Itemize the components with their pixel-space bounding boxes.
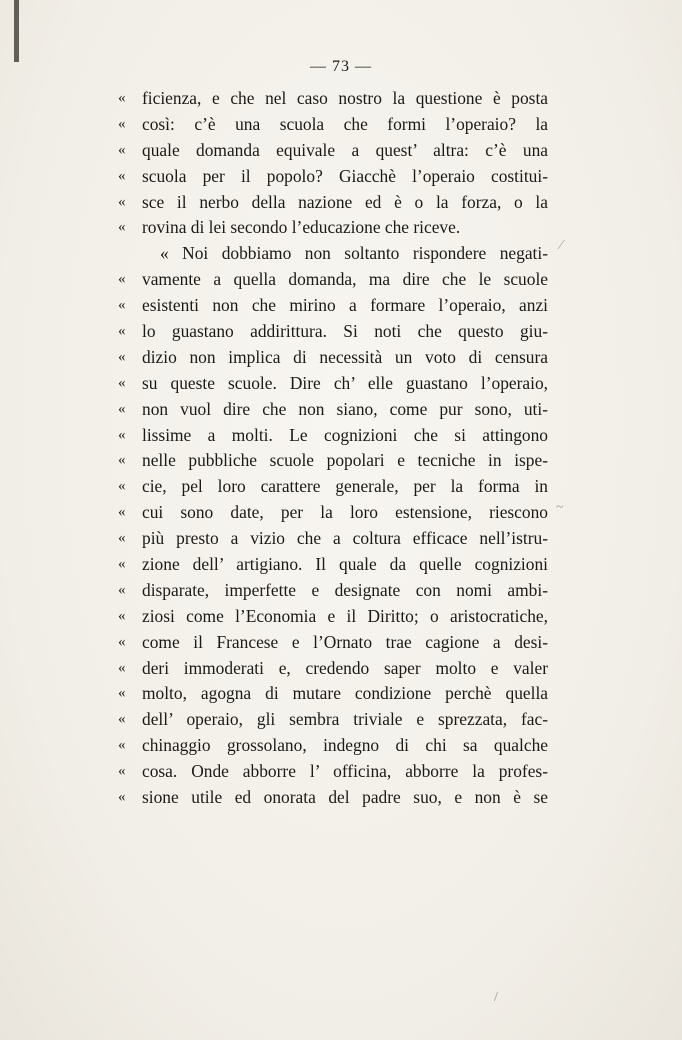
line-text: lo guastano addirittura. Si noti che questo giu- <box>142 321 548 342</box>
quote-mark: « <box>118 711 126 728</box>
line-text: dell’ operaio, gli sembra triviale e sprezzata, fac- <box>142 709 548 730</box>
quote-mark: « <box>118 297 126 314</box>
pencil-mark: ~ <box>556 500 564 515</box>
text-line <box>118 759 548 785</box>
line-text: più presto a vizio che a coltura efficace nell’istru- <box>142 528 548 549</box>
text-line <box>118 681 548 707</box>
text-line <box>118 293 548 319</box>
line-text: chinaggio grossolano, indegno di chi sa qualche <box>142 735 548 756</box>
quote-mark: « <box>118 452 126 469</box>
quote-mark: « <box>118 659 126 676</box>
line-text: zione dell’ artigiano. Il quale da quelle cognizioni <box>142 554 548 575</box>
quote-mark: « <box>118 607 126 624</box>
text-line <box>118 241 548 267</box>
text-line <box>118 656 548 682</box>
text-line <box>118 319 548 345</box>
quote-mark: « <box>118 685 126 702</box>
quote-mark: « <box>118 763 126 780</box>
quote-mark: « <box>118 478 126 495</box>
line-text: vamente a quella domanda, ma dire che le scuole <box>142 269 548 290</box>
quote-mark: « <box>118 530 126 547</box>
body-text <box>118 86 548 811</box>
pencil-mark: / <box>494 990 498 1005</box>
quote-mark: « <box>118 400 126 417</box>
line-text: quale domanda equivale a quest’ altra: c’è una <box>142 139 548 160</box>
quote-mark: « <box>118 789 126 806</box>
text-line <box>118 371 548 397</box>
line-text: « Noi dobbiamo non soltanto rispondere negati- <box>160 243 548 264</box>
line-text: disparate, imperfette e designate con nomi ambi- <box>142 579 548 600</box>
line-text: scuola per il popolo? Giacchè l’operaio costitui- <box>142 165 548 186</box>
text-line <box>118 164 548 190</box>
line-text: molto, agogna di mutare condizione perchè quella <box>142 683 548 704</box>
quote-mark: « <box>118 737 126 754</box>
line-text: ziosi come l’Economia e il Diritto; o aristocratiche, <box>142 605 548 626</box>
quote-mark: « <box>118 271 126 288</box>
line-text: ficienza, e che nel caso nostro la questione è posta <box>142 88 548 108</box>
line-text: cosa. Onde abborre l’ officina, abborre la profes- <box>142 761 548 782</box>
line-text: su queste scuole. Dire ch’ elle guastano l’operaio, <box>142 372 548 393</box>
quote-mark: « <box>118 193 126 210</box>
line-text: dizio non implica di necessità un voto di censura <box>142 346 548 367</box>
text-line <box>118 733 548 759</box>
quote-mark: « <box>118 374 126 391</box>
text-line <box>118 397 548 423</box>
line-text: così: c’è una scuola che formi l’operaio? la <box>142 113 548 134</box>
quote-mark: « <box>118 323 126 340</box>
text-line <box>118 578 548 604</box>
line-text: esistenti non che mirino a formare l’operaio, anzi <box>142 295 548 316</box>
text-line <box>118 500 548 526</box>
text-line <box>118 785 548 811</box>
text-line <box>118 112 548 138</box>
quote-mark: « <box>118 115 126 132</box>
quote-mark: « <box>118 90 126 106</box>
quote-mark: « <box>118 504 126 521</box>
quote-mark: « <box>118 426 126 443</box>
text-line <box>118 215 548 241</box>
text-line <box>118 448 548 474</box>
text-line <box>118 630 548 656</box>
line-text: cie, pel loro carattere generale, per la forma in <box>142 476 548 497</box>
text-line <box>118 526 548 552</box>
text-line <box>118 423 548 449</box>
line-text: sce il nerbo della nazione ed è o la forza, o la <box>142 191 548 212</box>
text-line <box>118 345 548 371</box>
page-number: — 73 — <box>310 58 372 75</box>
line-text: nelle pubbliche scuole popolari e tecniche in ispe- <box>142 450 548 471</box>
quote-mark: « <box>118 141 126 158</box>
quote-mark: « <box>118 556 126 573</box>
text-line <box>118 604 548 630</box>
pencil-mark: ⁄ <box>560 238 563 253</box>
text-line <box>118 86 548 112</box>
line-text: deri immoderati e, credendo saper molto e valer <box>142 657 548 678</box>
text-line <box>118 190 548 216</box>
line-text: non vuol dire che non siano, come pur sono, uti- <box>142 398 548 419</box>
line-text: rovina di lei secondo l’educazione che riceve. <box>142 217 461 238</box>
quote-mark: « <box>118 219 126 236</box>
quote-mark: « <box>118 348 126 365</box>
line-text: cui sono date, per la loro estensione, riescono <box>142 502 548 523</box>
quote-mark: « <box>118 581 126 598</box>
line-text: lissime a molti. Le cognizioni che si attingono <box>142 424 548 445</box>
text-line <box>118 552 548 578</box>
line-text: sione utile ed onorata del padre suo, e non è se <box>142 787 548 808</box>
quote-mark: « <box>118 633 126 650</box>
quote-mark: « <box>118 167 126 184</box>
text-line <box>118 707 548 733</box>
text-line <box>118 138 548 164</box>
line-text: come il Francese e l’Ornato trae cagione a desi- <box>142 631 548 652</box>
text-line <box>118 474 548 500</box>
text-line <box>118 267 548 293</box>
binding-edge <box>14 0 19 62</box>
